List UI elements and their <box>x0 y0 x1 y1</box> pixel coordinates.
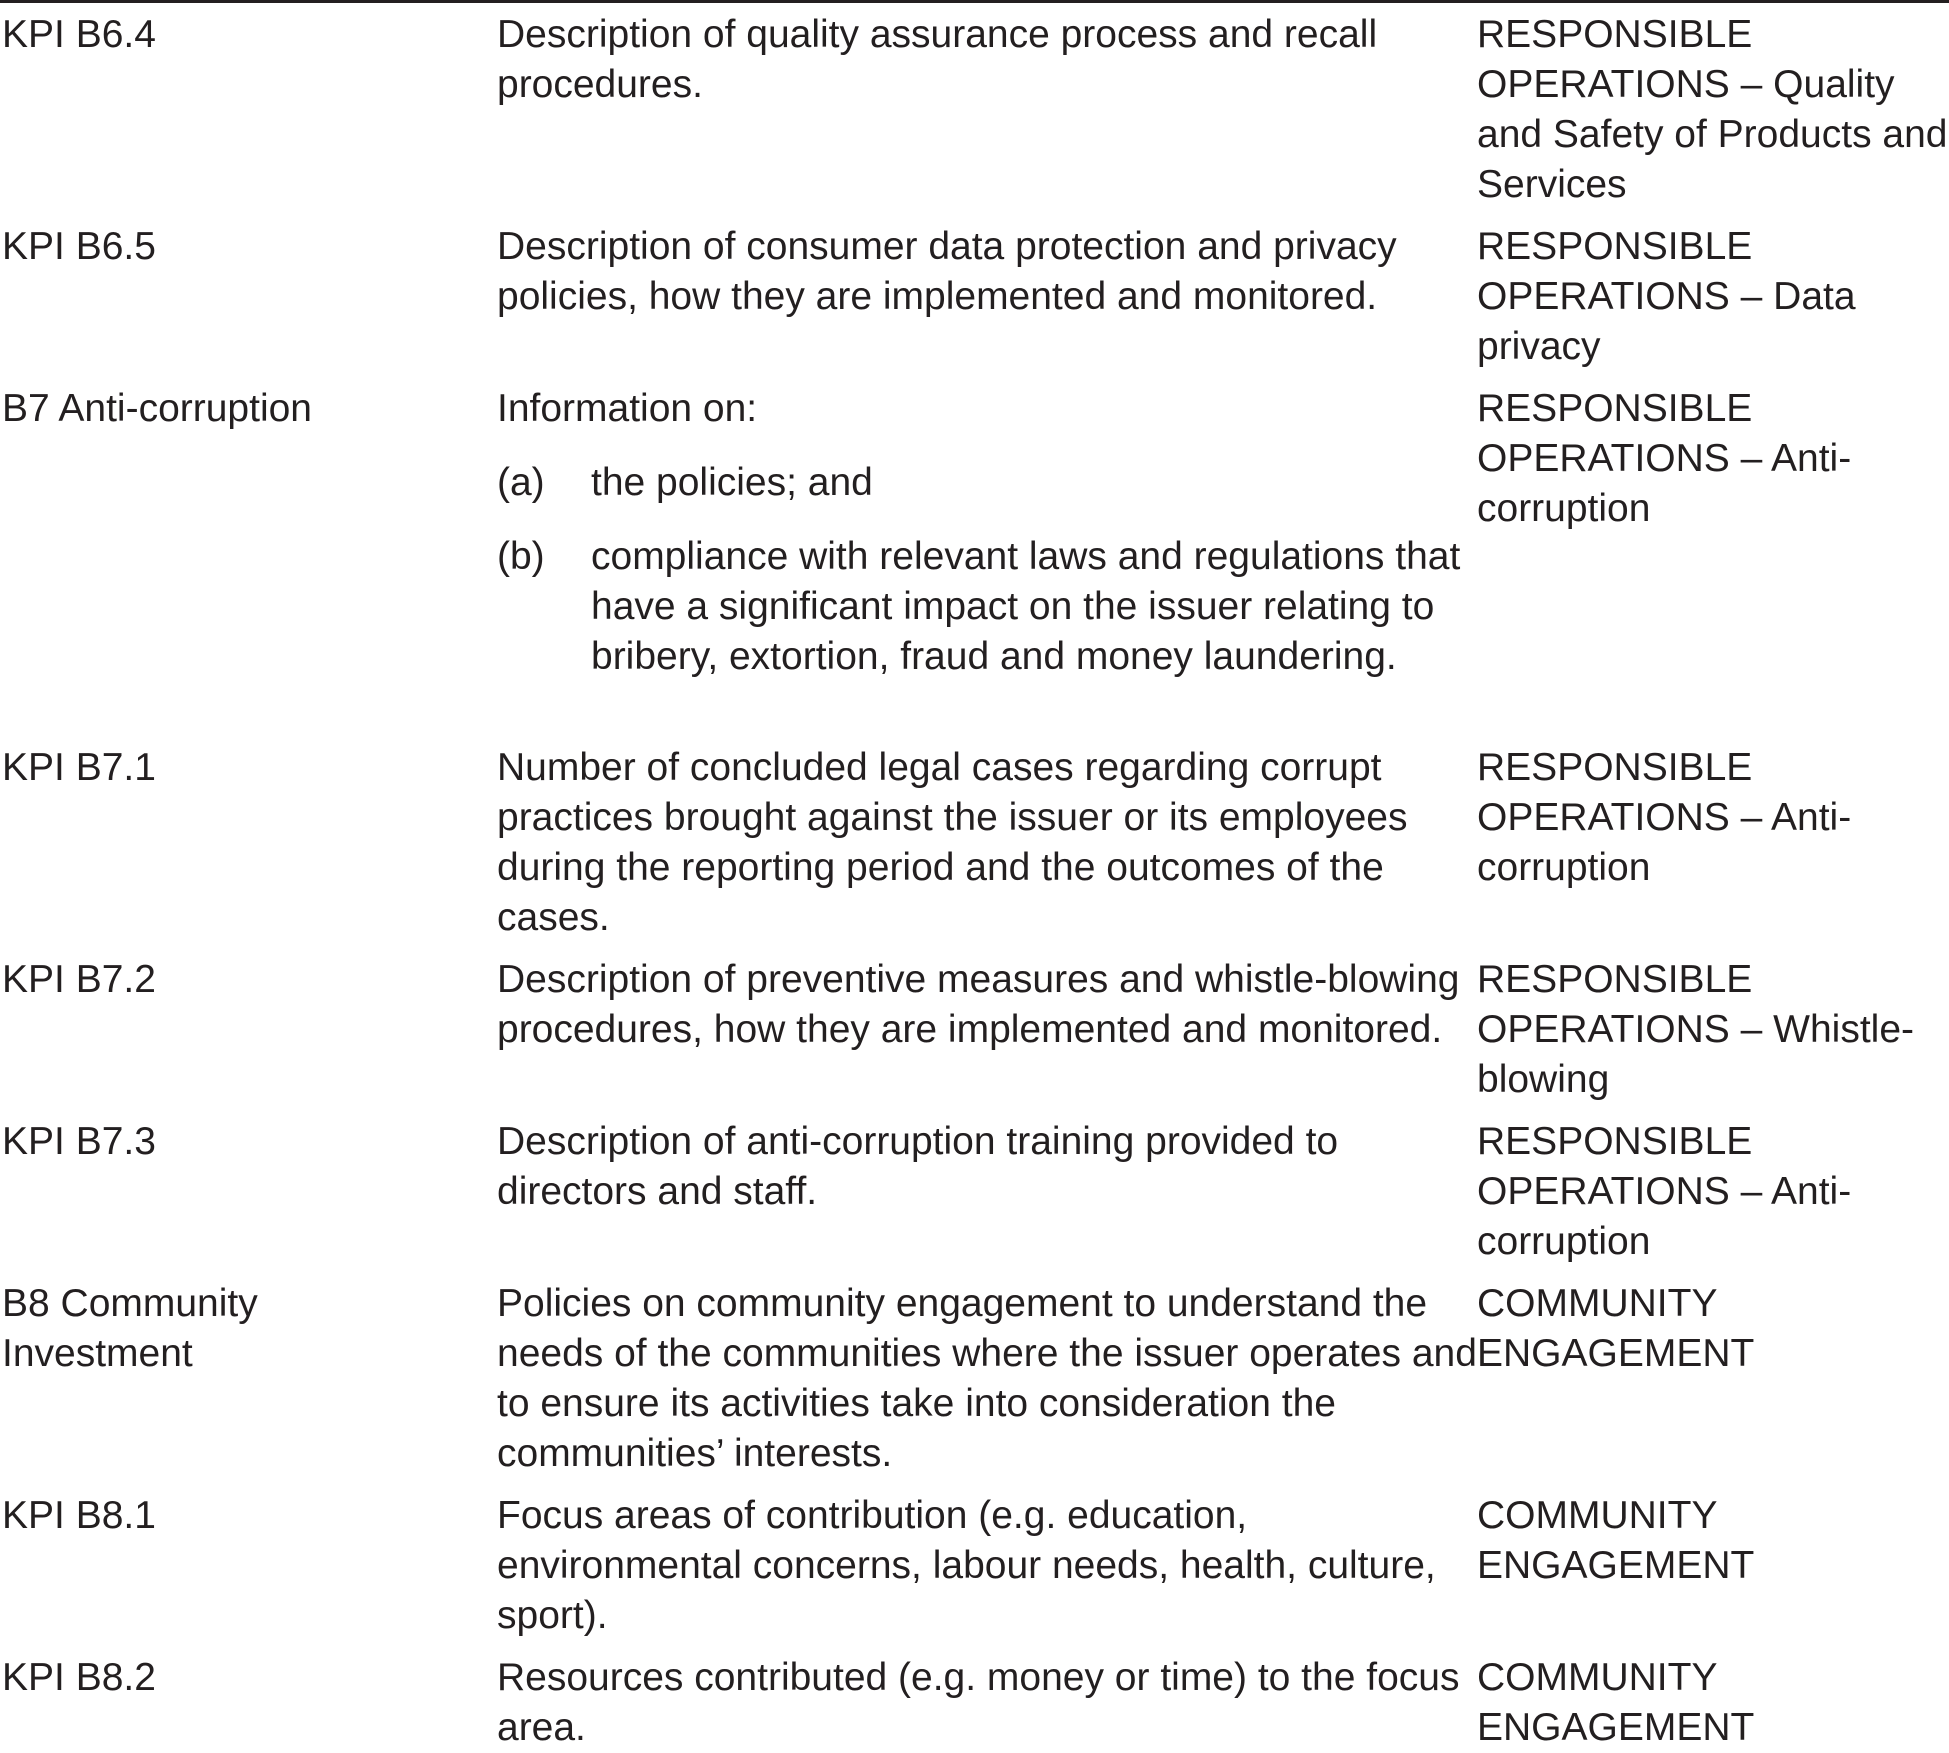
row-category: RESPONSIBLE OPERATIONS – Quality and Safety of Products and Services <box>1477 13 1948 206</box>
table-row <box>0 1117 1949 1279</box>
row-description: Resources contributed (e.g. money or time) to the focus area. <box>497 1656 1460 1749</box>
row-description: Policies on community engagement to understand the needs of the communities where the issuer operates and to ensure its activities take into consideration the communities’ interests. <box>497 1282 1477 1475</box>
row-code: KPI B8.1 <box>2 1494 156 1537</box>
row-description: Description of anti-corruption training provided to directors and staff. <box>497 1120 1339 1213</box>
row-category: COMMUNITY ENGAGEMENT <box>1477 1494 1755 1587</box>
row-description: Focus areas of contribution (e.g. education, environmental concerns, labour needs, health, culture, sport). <box>497 1494 1436 1637</box>
top-rule <box>0 0 1949 3</box>
row-category: RESPONSIBLE OPERATIONS – Anti-corruption <box>1477 746 1852 889</box>
row-description: Description of consumer data protection and privacy policies, how they are implemented and monitored. <box>497 225 1397 318</box>
row-category: RESPONSIBLE OPERATIONS – Whistle-blowing <box>1477 958 1915 1101</box>
table-row <box>0 10 1949 222</box>
table-row <box>0 955 1949 1117</box>
list-item-text: the policies; and <box>591 461 873 504</box>
list-item <box>497 532 1477 682</box>
row-code: KPI B7.3 <box>2 1120 156 1163</box>
row-description: Number of concluded legal cases regarding corrupt practices brought against the issuer or its employees during the reporting period and the outcomes of the cases. <box>497 746 1408 939</box>
row-category: RESPONSIBLE OPERATIONS – Anti-corruption <box>1477 387 1852 530</box>
disclosure-table <box>0 10 1949 1753</box>
list-item-label: (b) <box>497 535 545 578</box>
table-row <box>0 384 1949 743</box>
table-row <box>0 1653 1949 1753</box>
table-row <box>0 1491 1949 1653</box>
row-category: RESPONSIBLE OPERATIONS – Anti-corruption <box>1477 1120 1852 1263</box>
table-row <box>0 1279 1949 1491</box>
list-item-text: compliance with relevant laws and regulations that have a significant impact on the issuer relating to bribery, extortion, fraud and money laundering. <box>591 535 1461 678</box>
row-code: KPI B7.2 <box>2 958 156 1001</box>
list-item-label: (a) <box>497 461 545 504</box>
list-item <box>497 458 1477 508</box>
row-category: COMMUNITY ENGAGEMENT <box>1477 1282 1755 1375</box>
table-row <box>0 743 1949 955</box>
row-category: RESPONSIBLE OPERATIONS – Data privacy <box>1477 225 1856 368</box>
row-description: Description of quality assurance process and recall procedures. <box>497 13 1378 106</box>
row-code: KPI B8.2 <box>2 1656 156 1699</box>
row-description: Description of preventive measures and whistle-blowing procedures, how they are implemented and monitored. <box>497 958 1460 1051</box>
row-code: KPI B6.4 <box>2 13 156 56</box>
row-description: Information on: <box>497 387 758 430</box>
row-code: KPI B7.1 <box>2 746 156 789</box>
row-code: KPI B6.5 <box>2 225 156 268</box>
row-category: COMMUNITY ENGAGEMENT <box>1477 1656 1755 1749</box>
table-row <box>0 222 1949 384</box>
row-code: B8 Community Investment <box>2 1282 258 1375</box>
row-code: B7 Anti-corruption <box>2 387 313 430</box>
